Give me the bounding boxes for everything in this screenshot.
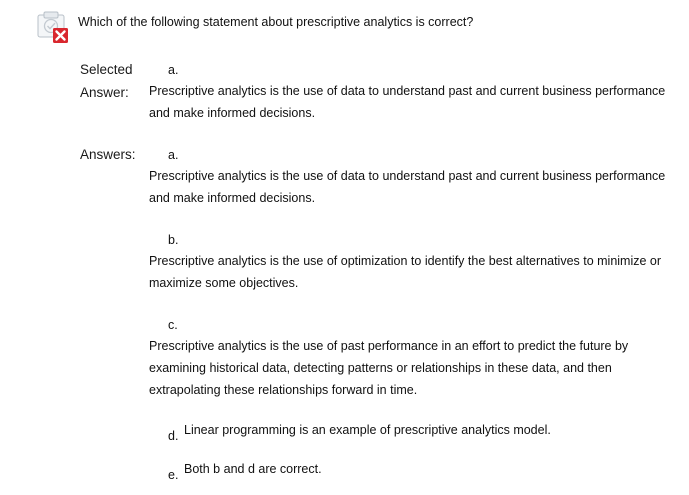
option-d-letter: d. xyxy=(168,429,179,443)
option-c-text: Prescriptive analytics is the use of past performance in an effort to predict the future by examining historical data, detecting patterns or relationships in these data, and then extrapolating these relationships forward in time. xyxy=(149,339,629,397)
selected-answer-letter: a. xyxy=(168,63,179,77)
answers-label: Answers: xyxy=(80,147,136,162)
option-e-letter: e. xyxy=(168,468,179,482)
selected-answer-text: Prescriptive analytics is the use of data to understand past and current business performance and make informed decisions. xyxy=(149,84,666,120)
option-b-letter: b. xyxy=(168,233,179,247)
option-a-text: Prescriptive analytics is the use of data to understand past and current business performance and make informed decisions. xyxy=(149,169,666,205)
option-c-letter: c. xyxy=(168,318,178,332)
selected-answer-label-line1: Selected xyxy=(80,62,133,77)
selected-answer-label-line2: Answer: xyxy=(80,85,129,100)
option-d-text: Linear programming is an example of prescriptive analytics model. xyxy=(184,423,551,437)
incorrect-status-icon xyxy=(36,10,72,46)
option-b-text: Prescriptive analytics is the use of optimization to identify the best alternatives to minimize or maximize some objectives. xyxy=(149,254,662,290)
option-a-letter: a. xyxy=(168,148,179,162)
question-text: Which of the following statement about prescriptive analytics is correct? xyxy=(78,15,474,29)
option-e-text: Both b and d are correct. xyxy=(184,462,322,476)
